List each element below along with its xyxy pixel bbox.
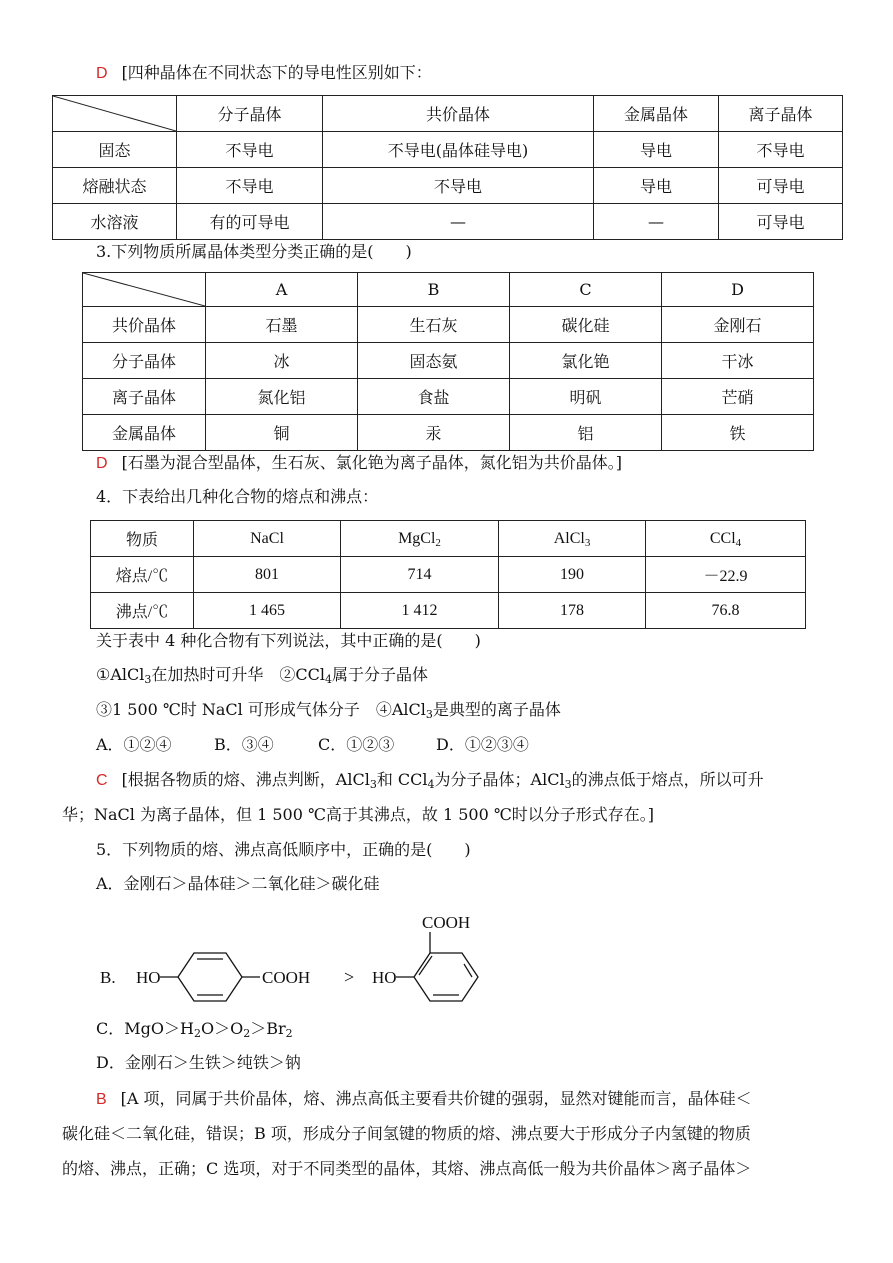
ho-label: HO — [372, 968, 397, 987]
melting-boiling-table: 物质 NaCl MgCl$_2$ AlCl$_3$ CCl$_4$ 熔点/℃ 801 714 190 －22.9 沸点/℃ 1 465 1 412 178 76.8 — [90, 520, 806, 629]
q5-option-d: D．金刚石＞生铁＞纯铁＞钠 — [96, 1053, 301, 1072]
answer-letter: D — [96, 455, 108, 472]
greater-than: > — [344, 967, 355, 987]
compound-header: AlCl$_3$ — [499, 521, 646, 557]
compound-header: CCl$_4$ — [646, 521, 806, 557]
q3-answer: D [石墨为混合型晶体，生石灰、氯化铯为离子晶体，氮化铝为共价晶体。] — [96, 453, 623, 472]
q5-option-a: A．金刚石＞晶体硅＞二氧化硅＞碳化硅 — [96, 874, 380, 893]
q5-answer-line-1: B [A 项，同属于共价晶体，熔、沸点高低主要看共价键的强弱，显然对键能而言，晶体硅＜ — [96, 1089, 752, 1108]
conductivity-table — [52, 95, 843, 240]
header-cell: 离子晶体 — [719, 96, 843, 132]
answer-letter: D — [96, 65, 108, 82]
header-cell: 分子晶体 — [177, 96, 323, 132]
compound-header: MgCl$_2$ — [341, 521, 499, 557]
answer-letter: B — [96, 1091, 107, 1108]
table-row: 金属晶体 铜 汞 铝 铁 — [83, 415, 814, 451]
crystal-type-table — [82, 272, 814, 451]
answer-letter: C — [96, 772, 108, 789]
q5-option-c: C．$MgO>H_2O>O_2>Br_2$ — [96, 1019, 293, 1040]
option-b: B．③④ — [214, 735, 274, 754]
compound-header: NaCl — [194, 521, 341, 557]
header-cell: 金属晶体 — [594, 96, 719, 132]
header-cell: D — [662, 273, 814, 307]
ho-label: HO — [136, 968, 161, 987]
table-row: 沸点/℃ 1 465 1 412 178 76.8 — [91, 593, 806, 629]
cooh-label: COOH — [422, 913, 471, 932]
q4-statements-2: ③1 500 ℃时 NaCl 可形成气体分子 ④AlCl$_3$是典型的离子晶体 — [96, 700, 561, 721]
header-cell: A — [206, 273, 358, 307]
option-d: D．①②③④ — [436, 735, 529, 754]
header-cell: C — [510, 273, 662, 307]
option-c: C．①②③ — [318, 735, 395, 754]
q4-answer-line-1: C [根据各物质的熔、沸点判断，AlCl$_3$和 CCl$_4$为分子晶体；AlCl$_3$的沸点低于熔点，所以可升 — [96, 770, 764, 791]
q5-stem: 5．下列物质的熔、沸点高低顺序中，正确的是( ) — [96, 840, 471, 859]
diagonal-corner — [53, 96, 177, 132]
q4-prompt: 关于表中 4 种化合物有下列说法，其中正确的是( ) — [96, 631, 481, 650]
option-b-structures — [96, 908, 516, 1008]
table-row: 固态 不导电 不导电(晶体硅导电) 导电 不导电 — [53, 132, 843, 168]
header-cell: 共价晶体 — [323, 96, 594, 132]
cooh-label: COOH — [262, 968, 311, 987]
q2-answer: D [四种晶体在不同状态下的导电性区别如下： — [96, 63, 432, 82]
option-b-label: B. — [100, 968, 116, 987]
header-cell: B — [358, 273, 510, 307]
q5-answer-line-2: 碳化硅＜二氧化硅，错误；B 项，形成分子间氢键的物质的熔、沸点要大于形成分子内氢键的物质 — [62, 1124, 751, 1143]
table-row: 共价晶体 石墨 生石灰 碳化硅 金刚石 — [83, 307, 814, 343]
option-a: A．①②④ — [96, 735, 172, 754]
q4-stem: 4．下表给出几种化合物的熔点和沸点： — [96, 487, 379, 506]
q4-answer-line-2: 华；NaCl 为离子晶体，但 1 500 ℃高于其沸点，故 1 500 ℃时以分子形式存在。] — [62, 805, 654, 824]
table-row: 水溶液 有的可导电 — — 可导电 — [53, 204, 843, 240]
table-row: 分子晶体 冰 固态氨 氯化铯 干冰 — [83, 343, 814, 379]
table-row: 熔点/℃ 801 714 190 －22.9 — [91, 557, 806, 593]
q3-stem: 3.下列物质所属晶体类型分类正确的是( ) — [96, 242, 412, 261]
diagonal-corner — [83, 273, 206, 307]
table-row: 熔融状态 不导电 不导电 导电 可导电 — [53, 168, 843, 204]
q4-statements-1: ①AlCl$_3$在加热时可升华 ②CCl$_4$属于分子晶体 — [96, 665, 428, 686]
q4-options — [96, 734, 529, 756]
table-row: 离子晶体 氮化铝 食盐 明矾 芒硝 — [83, 379, 814, 415]
q5-answer-line-3: 的熔、沸点，正确；C 选项，对于不同类型的晶体，其熔、沸点高低一般为共价晶体＞离子晶体＞ — [62, 1159, 752, 1178]
